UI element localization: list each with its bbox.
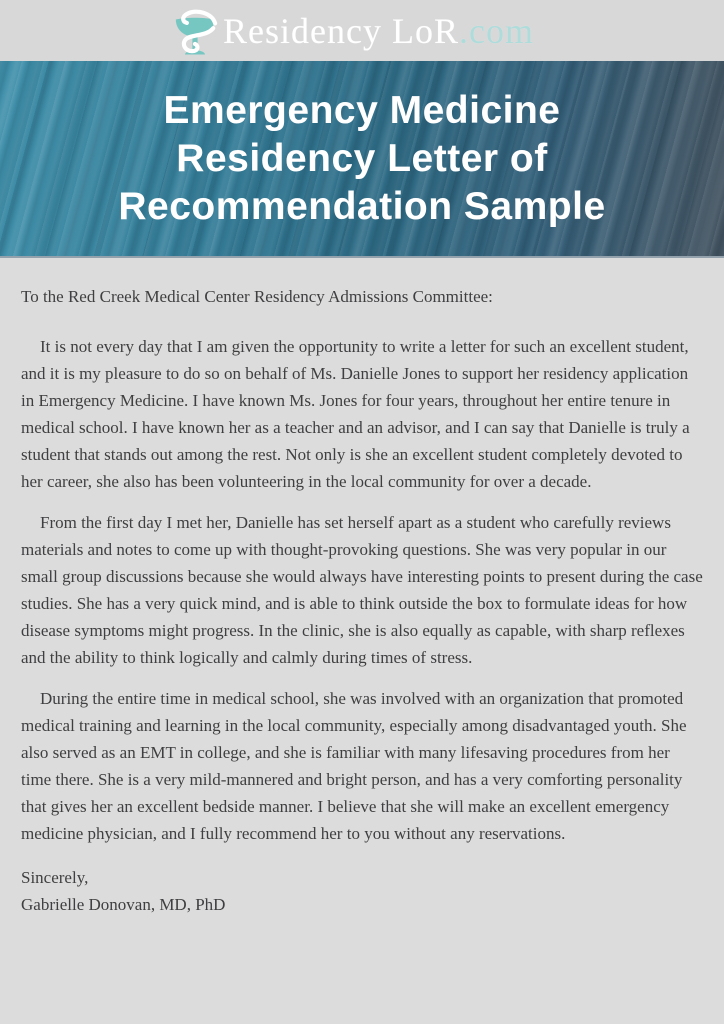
paragraph-2: From the first day I met her, Danielle has set herself apart as a student who carefully reviews materials and notes to come up with thought-provoking questions. She was very popular in our small group discussions because she would always have interesting points to present during the case studies. She has a very quick mind, and is able to think outside the box to formulate ideas for how disease symptoms might progress. In the clinic, she is also equally as capable, with sharp reflexes and the ability to think logically and calmly during times of stress. — [21, 513, 703, 667]
page-title-line-2: Residency Letter of — [176, 136, 548, 180]
page-title-line-3: Recommendation Sample — [118, 184, 606, 228]
site-header — [0, 0, 724, 61]
signature: Gabrielle Donovan, MD, PhD — [21, 895, 226, 914]
salutation: To the Red Creek Medical Center Residency Admissions Committee: — [21, 287, 493, 306]
brand-name — [223, 1, 534, 61]
paragraph-1: It is not every day that I am given the opportunity to write a letter for such an excellent student, and it is my pleasure to do so on behalf of Ms. Danielle Jones to support her residency application in Emergency Medicine. I have known Ms. Jones for four years, throughout her entire tenure in medical school. I have known her as a teacher and an advisor, and I can say that Danielle is truly a student that stands out among the rest. Not only is she an excellent student completely devoted to her career, she also has been volunteering in the local community for over a decade. — [21, 337, 690, 491]
brand-name-main: Residency LoR — [223, 10, 459, 51]
closing: Sincerely, — [21, 868, 89, 887]
bowl-of-hygieia-icon — [172, 8, 218, 56]
letter-body — [0, 258, 724, 1024]
brand-logo — [172, 1, 534, 61]
page-title — [118, 87, 605, 231]
brand-domain-suffix: .com — [458, 10, 534, 51]
title-banner — [0, 61, 724, 258]
paragraph-3: During the entire time in medical school, she was involved with an organization that promoted medical training and learning in the local community, especially among disadvantaged youth. She also served as an EMT in college, and she is familiar with many lifesaving procedures from her time there. She is a very mild-mannered and bright person, and has a very comforting personality that gives her an excellent bedside manner. I believe that she will make an excellent emergency medicine physician, and I fully recommend her to you without any reservations. — [21, 689, 687, 843]
page-title-line-1: Emergency Medicine — [163, 88, 561, 132]
